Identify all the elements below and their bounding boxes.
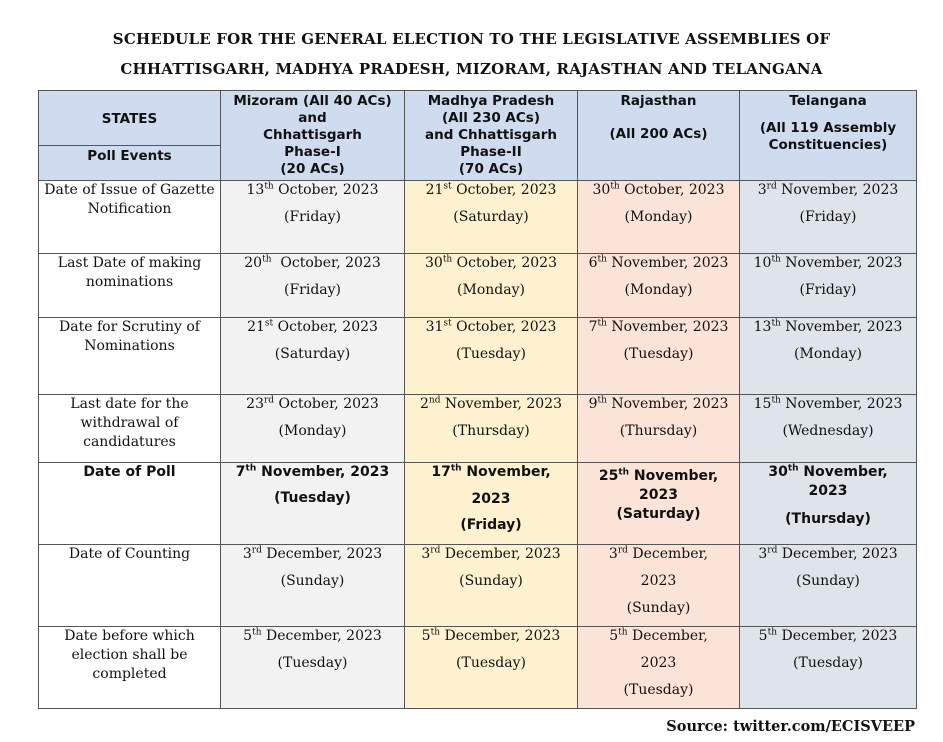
date-cell: 3rd November, 2023 (Friday): [740, 181, 917, 254]
column-header-line: Madhya Pradesh: [427, 93, 555, 109]
table-row: [39, 395, 917, 463]
column-header-line: Telangana: [789, 93, 867, 109]
column-header-line: (20 ACs): [280, 161, 345, 177]
table-row: [39, 627, 917, 709]
date-cell: 30th October, 2023 (Monday): [578, 181, 740, 254]
date-cell: 31st October, 2023 (Tuesday): [405, 318, 578, 395]
column-header-line: and Chhattisgarh: [425, 127, 557, 143]
column-header-line: Mizoram (All 40 ACs): [233, 93, 392, 109]
column-header-rajasthan: [578, 91, 740, 181]
poll-date-cell: 30th November, 2023 (Thursday): [740, 463, 917, 545]
poll-date-cell: 25th November, 2023 (Saturday): [578, 463, 740, 545]
event-label: Date of Counting: [39, 545, 221, 627]
date-cell: 6th November, 2023 (Monday): [578, 254, 740, 318]
date-cell: 21st October, 2023 (Saturday): [221, 318, 405, 395]
event-label: Date of Issue of Gazette Notification: [39, 181, 221, 254]
poll-events-label: Poll Events: [87, 148, 172, 164]
table-row: [39, 545, 917, 627]
column-header-spacer: [740, 110, 916, 120]
election-schedule-table: [38, 90, 917, 709]
date-cell: 3rd December, 2023 (Sunday): [221, 545, 405, 627]
event-label: Last date for the withdrawal of candidatures: [39, 395, 221, 463]
date-cell: 20th October, 2023 (Friday): [221, 254, 405, 318]
date-cell: 13th October, 2023 (Friday): [221, 181, 405, 254]
date-cell: 3rd December, 2023 (Sunday): [740, 545, 917, 627]
date-cell: 5th December, 2023 (Tuesday): [578, 627, 740, 709]
column-header-line: Rajasthan: [620, 93, 697, 109]
event-label: Last Date of making nominations: [39, 254, 221, 318]
table-row: [39, 318, 917, 395]
column-header-line: and: [298, 110, 327, 126]
document-title-line-2: CHHATTISGARH, MADHYA PRADESH, MIZORAM, RAJASTHAN AND TELANGANA: [120, 60, 823, 78]
poll-date-cell: 17th November, 2023 (Friday): [405, 463, 578, 545]
date-cell: 2nd November, 2023 (Thursday): [405, 395, 578, 463]
column-header-line: Chhattisgarh: [263, 127, 362, 143]
column-header-mp-chhattisgarh-2: [405, 91, 578, 181]
date-cell: 9th November, 2023 (Thursday): [578, 395, 740, 463]
date-cell: 5th December, 2023 (Tuesday): [740, 627, 917, 709]
date-cell: 30th October, 2023 (Monday): [405, 254, 578, 318]
column-header-spacer: [578, 110, 739, 126]
states-header-cell: [39, 91, 221, 181]
column-header-line: (All 119 Assembly: [759, 120, 897, 136]
event-label: Date before which election shall be completed: [39, 627, 221, 709]
date-cell: 23rd October, 2023 (Monday): [221, 395, 405, 463]
table-header-row: [39, 91, 917, 181]
date-cell: 10th November, 2023 (Friday): [740, 254, 917, 318]
column-header-line: (All 230 ACs): [441, 110, 540, 126]
column-header-line: Phase-II: [460, 144, 522, 160]
event-label: Date of Poll: [39, 463, 221, 545]
table-row: [39, 254, 917, 318]
date-cell: 5th December, 2023 (Tuesday): [405, 627, 578, 709]
date-cell: 3rd December, 2023 (Sunday): [405, 545, 578, 627]
poll-date-cell: 7th November, 2023 (Tuesday): [221, 463, 405, 545]
table-row: [39, 181, 917, 254]
column-header-line: (All 200 ACs): [609, 126, 708, 142]
date-cell: 3rd December, 2023 (Sunday): [578, 545, 740, 627]
date-cell: 5th December, 2023 (Tuesday): [221, 627, 405, 709]
event-label: Date for Scrutiny of Nominations: [39, 318, 221, 395]
column-header-line: (70 ACs): [458, 161, 524, 177]
document-title-line-1: SCHEDULE FOR THE GENERAL ELECTION TO THE LEGISLATIVE ASSEMBLIES OF: [112, 30, 831, 48]
column-header-telangana: [740, 91, 917, 181]
column-header-line: Constituencies): [768, 137, 888, 153]
date-cell: 21st October, 2023 (Saturday): [405, 181, 578, 254]
column-header-mizoram-chhattisgarh-1: [221, 91, 405, 181]
source-credit: Source: twitter.com/ECISVEEP: [666, 718, 915, 735]
column-header-line: Phase-I: [284, 144, 341, 160]
date-cell: 13th November, 2023 (Monday): [740, 318, 917, 395]
date-cell: 15th November, 2023 (Wednesday): [740, 395, 917, 463]
date-cell: 7th November, 2023 (Tuesday): [578, 318, 740, 395]
table-row-date-of-poll: [39, 463, 917, 545]
states-label: STATES: [39, 91, 220, 146]
